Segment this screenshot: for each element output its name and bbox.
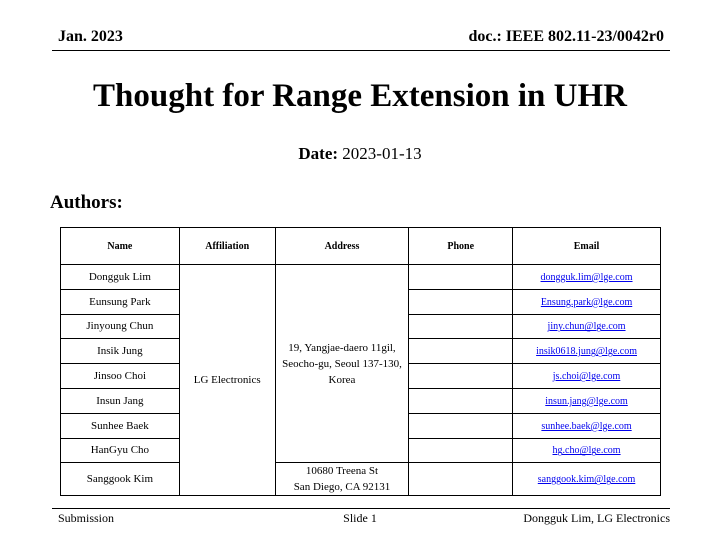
email-link[interactable]: sanggook.kim@lge.com (537, 474, 636, 486)
phone-cell (409, 339, 513, 364)
phone-cell (409, 364, 513, 389)
phone-cell (409, 388, 513, 413)
slide-title: Thought for Range Extension in UHR (93, 78, 627, 114)
author-name: Eunsung Park (61, 289, 180, 314)
email-link[interactable]: insik0618.jung@lge.com (536, 346, 637, 358)
author-name: Sunhee Baek (61, 413, 180, 438)
email-cell (513, 388, 661, 413)
authors-table (60, 227, 661, 496)
footer-author: Dongguk Lim, LG Electronics (523, 511, 670, 525)
email-link[interactable]: sunhee.baek@lge.com (541, 420, 632, 432)
header-doc-id: doc.: IEEE 802.11-23/0042r0 (468, 28, 664, 45)
address-cell-san-diego (275, 463, 409, 496)
email-cell (513, 314, 661, 339)
date-value: 2023-01-13 (342, 144, 422, 163)
affiliation-cell: LG Electronics (179, 265, 275, 496)
header-date: Jan. 2023 (58, 28, 123, 45)
email-link[interactable]: jiny.chun@lge.com (547, 321, 626, 333)
email-cell (513, 339, 661, 364)
address-cell: 19, Yangjae-daero 11gil, Seocho-gu, Seoul 137-130, Korea (275, 265, 409, 463)
author-name: Sanggook Kim (61, 463, 180, 496)
column-header-address: Address (275, 228, 409, 265)
email-cell (513, 265, 661, 290)
column-header-name: Name (61, 228, 180, 265)
author-name: Jinsoo Choi (61, 364, 180, 389)
column-header-phone: Phone (409, 228, 513, 265)
footer-submission: Submission (58, 511, 115, 525)
email-cell (513, 364, 661, 389)
table-row (61, 463, 661, 496)
email-cell (513, 289, 661, 314)
phone-cell (409, 314, 513, 339)
address-line: San Diego, CA 92131 (293, 481, 391, 494)
author-name: HanGyu Cho (61, 438, 180, 463)
footer-slide-number: Slide 1 (343, 511, 377, 525)
author-name: Insun Jang (61, 388, 180, 413)
phone-cell (409, 463, 513, 496)
author-name: Insik Jung (61, 339, 180, 364)
phone-cell (409, 265, 513, 290)
footer-divider (52, 508, 670, 509)
email-link[interactable]: hg.cho@lge.com (552, 445, 621, 457)
email-link[interactable]: Ensung.park@lge.com (540, 296, 633, 308)
authors-heading: Authors: (50, 192, 123, 213)
email-cell (513, 463, 661, 496)
email-link[interactable]: insun.jang@lge.com (545, 395, 628, 407)
date-line (0, 144, 720, 164)
address-line: 10680 Treena St (305, 465, 379, 478)
table-row (61, 265, 661, 290)
column-header-affiliation: Affiliation (179, 228, 275, 265)
date-label: Date: (298, 144, 339, 163)
phone-cell (409, 289, 513, 314)
email-link[interactable]: js.choi@lge.com (552, 371, 621, 383)
author-name: Jinyoung Chun (61, 314, 180, 339)
author-name: Dongguk Lim (61, 265, 180, 290)
phone-cell (409, 438, 513, 463)
header-divider (52, 50, 670, 51)
table-header-row (61, 228, 661, 265)
phone-cell (409, 413, 513, 438)
email-cell (513, 438, 661, 463)
email-link[interactable]: dongguk.lim@lge.com (540, 271, 633, 283)
email-cell (513, 413, 661, 438)
column-header-email: Email (513, 228, 661, 265)
